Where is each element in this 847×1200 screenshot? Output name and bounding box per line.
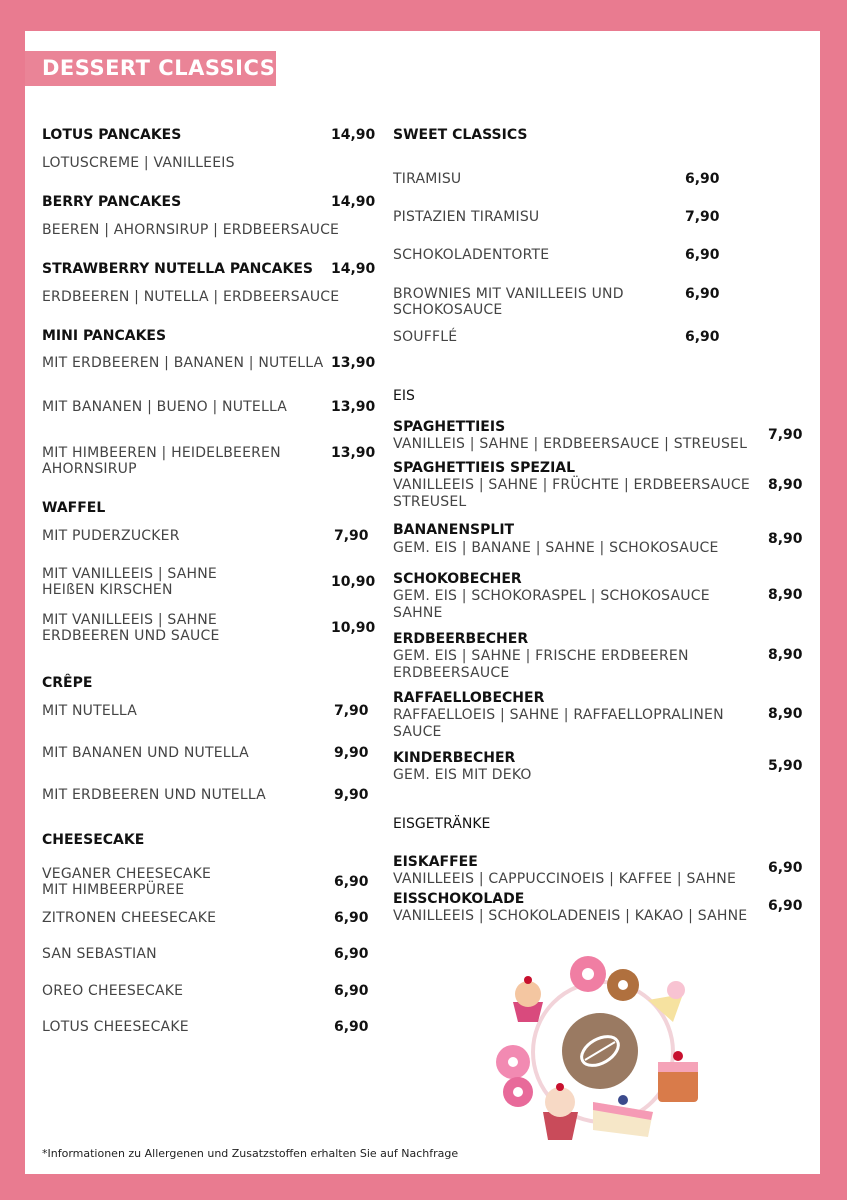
item-name: BANANENSPLIT	[393, 522, 515, 538]
section-heading: EIS	[393, 388, 415, 404]
item-name: MIT PUDERZUCKER	[42, 528, 180, 544]
item-description-line2: SAUCE	[393, 724, 442, 740]
item-price: 6,90	[768, 898, 803, 914]
item-price: 7,90	[334, 528, 369, 544]
item-name: BROWNIES MIT VANILLEEIS UND	[393, 286, 624, 302]
item-description: VANILLEEIS | SCHOKOLADENEIS | KAKAO | SAHNE	[393, 908, 748, 924]
section-heading: SWEET CLASSICS	[393, 127, 528, 143]
item-name: SPAGHETTIEIS SPEZIAL	[393, 460, 576, 476]
item-price: 6,90	[685, 286, 720, 302]
item-price: 13,90	[331, 445, 376, 461]
item-price: 8,90	[768, 477, 803, 493]
item-description: VANILLEEIS | CAPPUCCINOEIS | KAFFEE | SAHNE	[393, 871, 737, 887]
item-description-line2: SAHNE	[393, 605, 443, 621]
item-price: 7,90	[768, 427, 803, 443]
item-price: 6,90	[334, 983, 369, 999]
item-name: BERRY PANCAKES	[42, 194, 182, 210]
item-price: 10,90	[331, 574, 376, 590]
section-heading: WAFFEL	[42, 500, 106, 516]
item-description: GEM. EIS | SAHNE | FRISCHE ERDBEEREN	[393, 648, 689, 664]
item-price: 9,90	[334, 787, 369, 803]
item-name: MIT BANANEN UND NUTELLA	[42, 745, 249, 761]
item-name: MIT VANILLEEIS | SAHNE	[42, 566, 217, 582]
item-name: VEGANER CHEESECAKE	[42, 866, 212, 882]
item-price: 6,90	[685, 171, 720, 187]
item-price: 8,90	[768, 587, 803, 603]
item-description: LOTUSCREME | VANILLEEIS	[42, 155, 235, 171]
item-description: VANILLEIS | SAHNE | ERDBEERSAUCE | STREUSEL	[393, 436, 748, 452]
item-description: ERDBEEREN | NUTELLA | ERDBEERSAUCE	[42, 289, 340, 305]
item-name: STRAWBERRY NUTELLA PANCAKES	[42, 261, 313, 277]
item-name: PISTAZIEN TIRAMISU	[393, 209, 540, 225]
item-description: VANILLEEIS | SAHNE | FRÜCHTE | ERDBEERSAUCE	[393, 477, 750, 493]
item-name-line2: HEIßEN KIRSCHEN	[42, 582, 173, 598]
item-description: GEM. EIS MIT DEKO	[393, 767, 532, 783]
donut-icon	[496, 1045, 530, 1079]
item-name-line2: MIT HIMBEERPÜREE	[42, 882, 185, 898]
donut-icon	[607, 969, 639, 1001]
cupcake-icon	[513, 976, 543, 1022]
donut-icon	[570, 956, 606, 992]
item-description: GEM. EIS | BANANE | SAHNE | SCHOKOSAUCE	[393, 540, 719, 556]
item-name: LOTUS CHEESECAKE	[42, 1019, 189, 1035]
item-price: 14,90	[331, 194, 376, 210]
item-price: 6,90	[768, 860, 803, 876]
item-price: 8,90	[768, 647, 803, 663]
item-description-line2: ERDBEERSAUCE	[393, 665, 510, 681]
item-name: EISSCHOKOLADE	[393, 891, 525, 907]
item-price: 7,90	[334, 703, 369, 719]
item-price: 6,90	[685, 329, 720, 345]
item-name: SPAGHETTIEIS	[393, 419, 506, 435]
item-name: MIT BANANEN | BUENO | NUTELLA	[42, 399, 288, 415]
item-price: 9,90	[334, 745, 369, 761]
donut-icon	[503, 1077, 533, 1107]
item-price: 6,90	[334, 1019, 369, 1035]
section-heading: MINI PANCAKES	[42, 328, 167, 344]
item-price: 8,90	[768, 706, 803, 722]
item-name: MIT VANILLEEIS | SAHNE	[42, 612, 217, 628]
item-name: MIT ERDBEEREN | BANANEN | NUTELLA	[42, 355, 324, 371]
item-name: SCHOKOLADENTORTE	[393, 247, 550, 263]
item-price: 13,90	[331, 399, 376, 415]
section-heading: CHEESECAKE	[42, 832, 145, 848]
item-price: 5,90	[768, 758, 803, 774]
item-name: SOUFFLÉ	[393, 329, 458, 345]
item-price: 6,90	[334, 946, 369, 962]
item-name: MIT NUTELLA	[42, 703, 138, 719]
item-description: BEEREN | AHORNSIRUP | ERDBEERSAUCE	[42, 222, 340, 238]
item-price: 6,90	[685, 247, 720, 263]
item-name: ERDBEERBECHER	[393, 631, 529, 647]
section-heading: EISGETRÄNKE	[393, 816, 491, 832]
item-price: 7,90	[685, 209, 720, 225]
item-name: ZITRONEN CHEESECAKE	[42, 910, 217, 926]
section-heading: CRÊPE	[42, 675, 93, 691]
item-price: 10,90	[331, 620, 376, 636]
item-price: 6,90	[334, 910, 369, 926]
item-name: LOTUS PANCAKES	[42, 127, 182, 143]
item-price: 13,90	[331, 355, 376, 371]
allergen-footnote: *Informationen zu Allergenen und Zusatzstoffen erhalten Sie auf Nachfrage	[42, 1147, 459, 1160]
item-price: 14,90	[331, 127, 376, 143]
item-price: 8,90	[768, 531, 803, 547]
item-name: KINDERBECHER	[393, 750, 516, 766]
item-name: EISKAFFEE	[393, 854, 478, 870]
item-name-line2: ERDBEEREN UND SAUCE	[42, 628, 220, 644]
item-description: RAFFAELLOEIS | SAHNE | RAFFAELLOPRALINEN	[393, 707, 724, 723]
item-price: 14,90	[331, 261, 376, 277]
item-name-line2: SCHOKOSAUCE	[393, 302, 503, 318]
item-name: SAN SEBASTIAN	[42, 946, 157, 962]
item-name: TIRAMISU	[393, 171, 462, 187]
item-description-line2: STREUSEL	[393, 494, 467, 510]
item-name: RAFFAELLOBECHER	[393, 690, 545, 706]
item-name: OREO CHEESECAKE	[42, 983, 184, 999]
item-name: MIT HIMBEEREN | HEIDELBEEREN	[42, 445, 281, 461]
dessert-wreath-illustration	[488, 952, 713, 1147]
page-title: DESSERT CLASSICS	[25, 51, 276, 86]
item-name: SCHOKOBECHER	[393, 571, 522, 587]
item-name: MIT ERDBEEREN UND NUTELLA	[42, 787, 266, 803]
item-price: 6,90	[334, 874, 369, 890]
item-description: GEM. EIS | SCHOKORASPEL | SCHOKOSAUCE	[393, 588, 710, 604]
item-name-line2: AHORNSIRUP	[42, 461, 137, 477]
